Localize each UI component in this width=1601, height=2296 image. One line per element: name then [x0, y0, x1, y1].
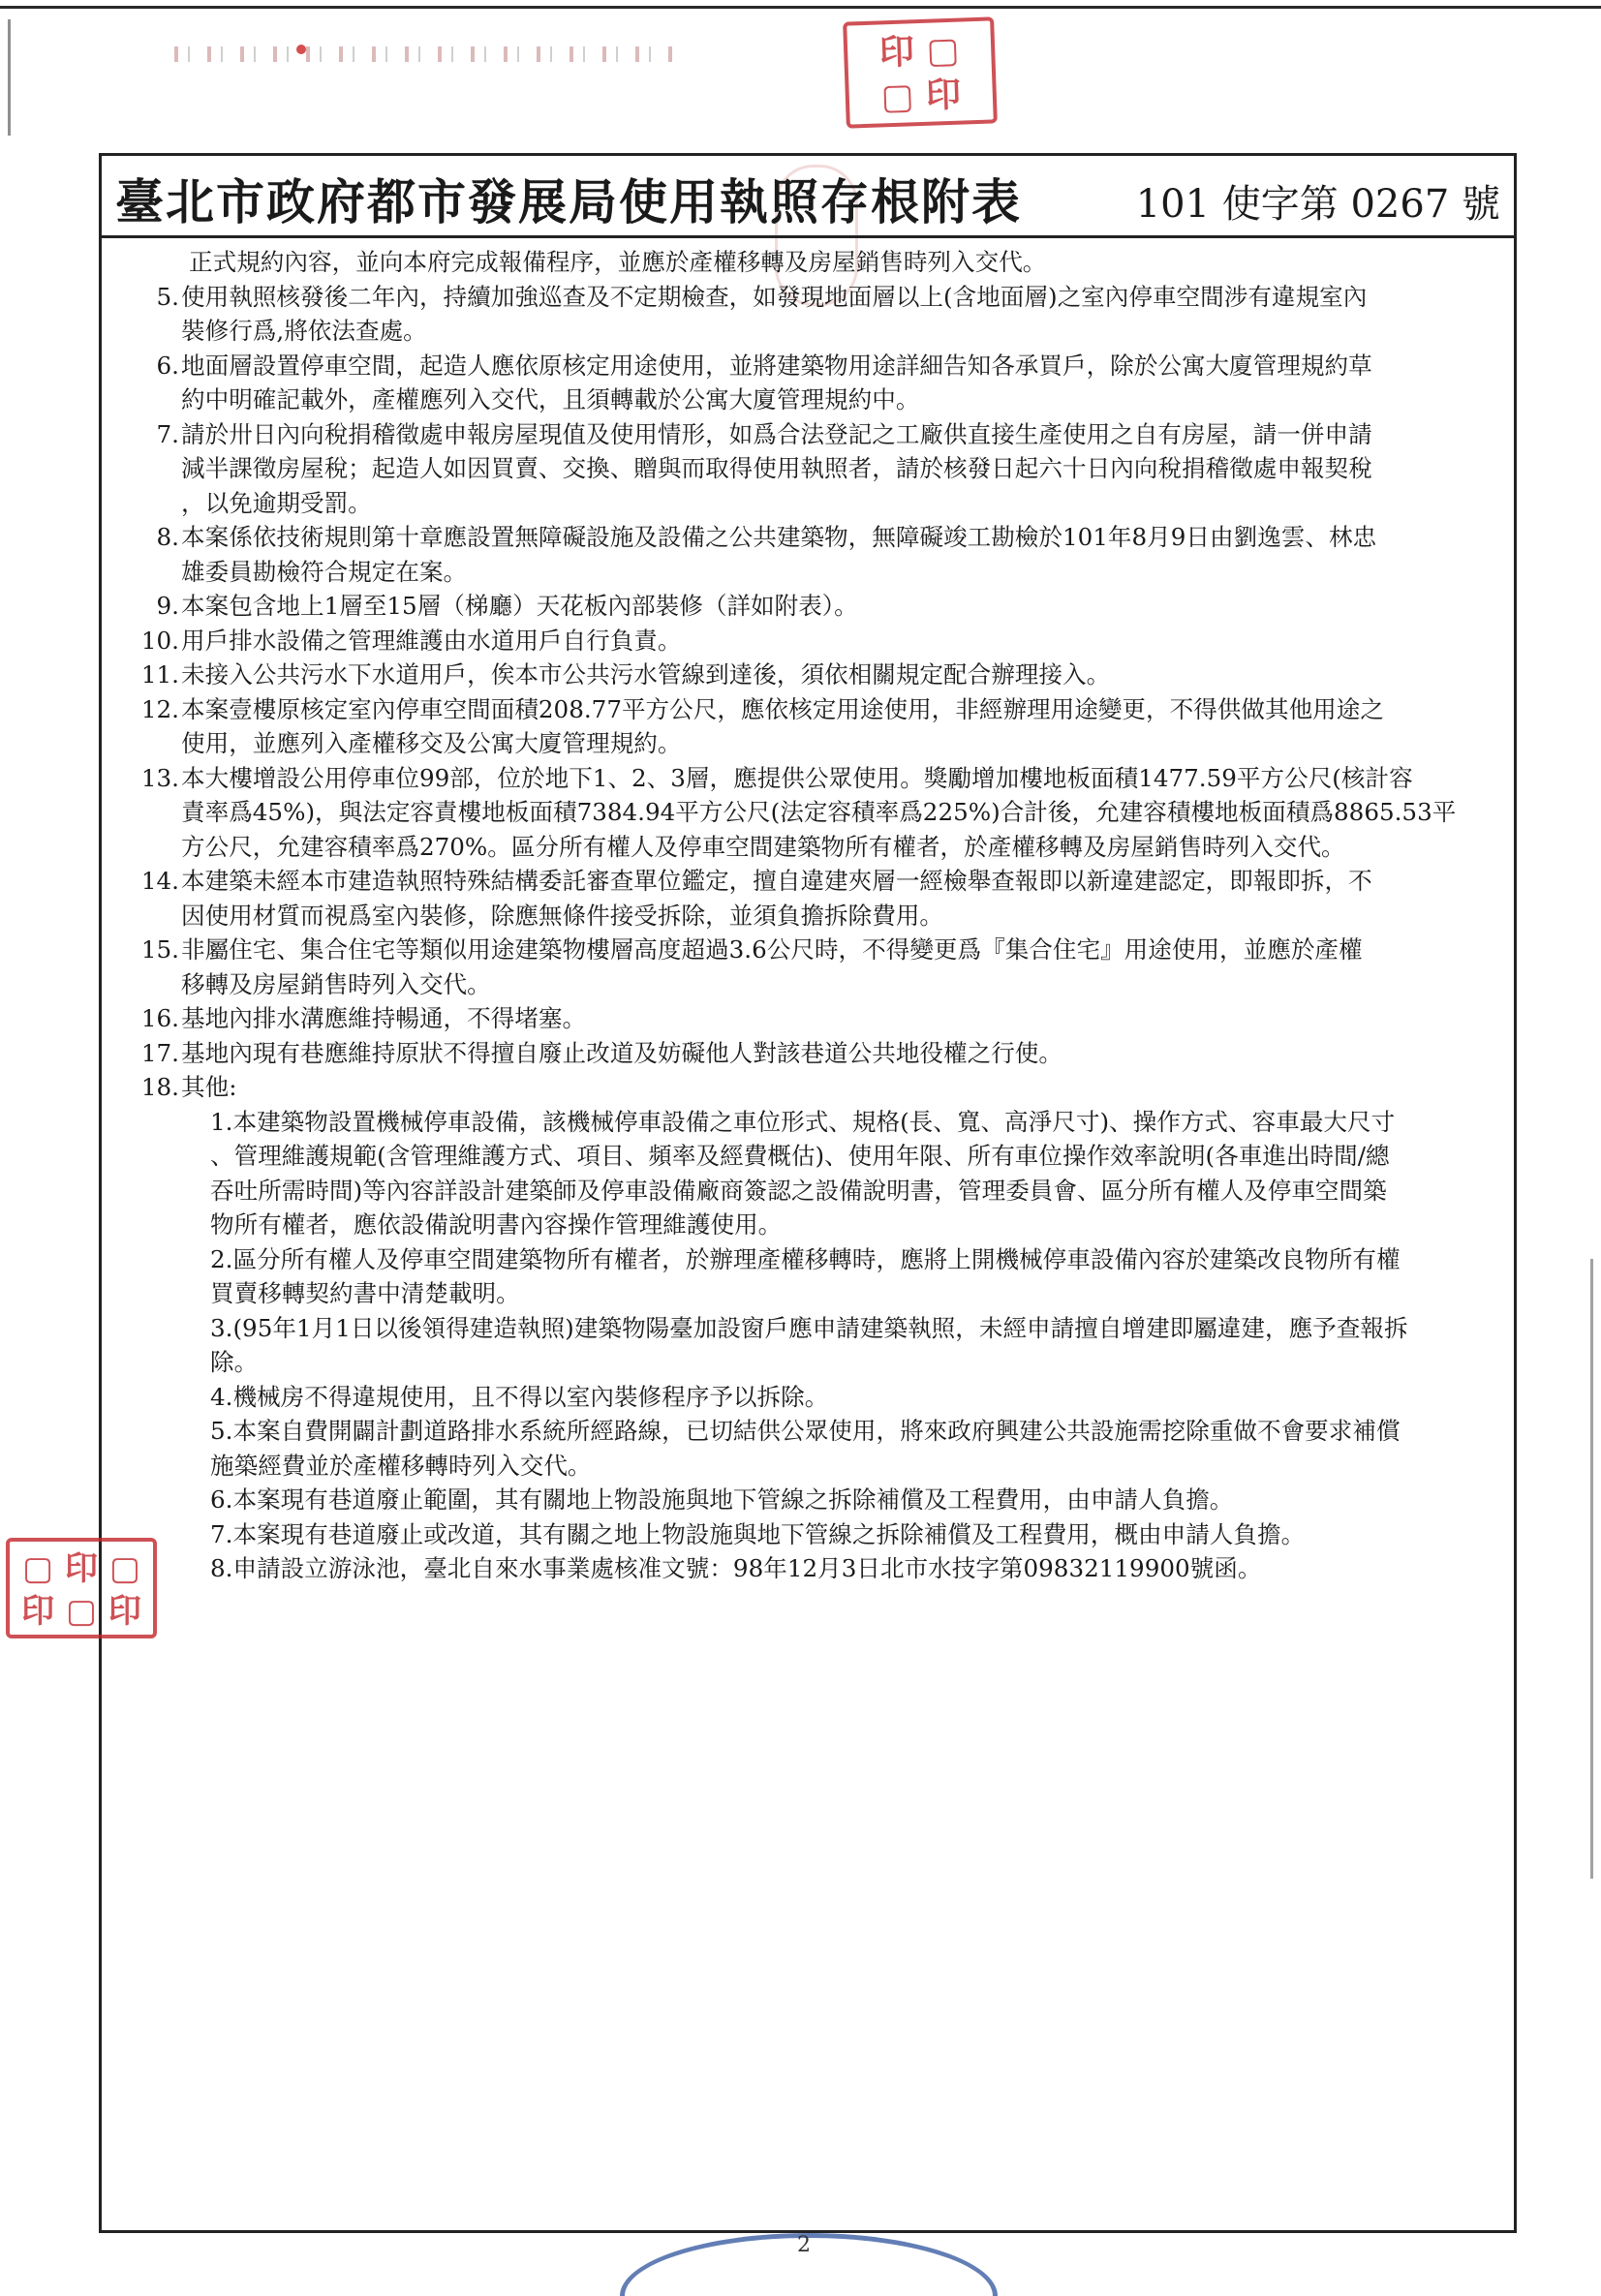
document-title: 臺北市政府都市發展局使用執照存根附表 [115, 173, 1022, 230]
ink-dot [296, 45, 306, 54]
item-number: 7. [156, 419, 179, 448]
item-16: 16. 基地內排水溝應維持暢通，不得堵塞。 [131, 1001, 1506, 1036]
item-number: 15. [140, 935, 179, 964]
item-number: 13. [140, 763, 179, 792]
subitem-6: 6.本案現有巷道廢止範圍，其有關地上物設施與地下管線之拆除補償及工程費用，由申請人負擔。 [210, 1485, 1234, 1514]
subitem-3: 3.(95年1月1日以後領得建造執照)建築物陽臺加設窗戶應申請建築執照，未經申請擅自增建即屬違建，應予查報拆 除。 [210, 1313, 1408, 1376]
scan-top-edge [0, 6, 1601, 9]
scan-noise [174, 46, 678, 62]
item-number: 5. [156, 282, 179, 311]
scan-right-edge [1590, 1259, 1593, 1879]
document-frame [99, 153, 1517, 2233]
item-13: 13. 本大樓增設公用停車位99部，位於地下1、2、3層，應提供公眾使用。獎勵增加樓地板面積1477.59平方公尺(核計容 責率爲45%)，與法定容責樓地板面積7384.94平方公尺(法定容積率爲225%)合計後，允建容積樓地板面積爲8865.53平 方公尺，允建容積率爲270%。區分所有權人及停車空間建築物所有權者，於產權移轉及房屋銷售時列入交代。 [131, 761, 1506, 865]
item-number: 18. [140, 1073, 179, 1101]
item-5: 5. 使用執照核發後二年內，持續加強巡查及不定期檢查，如發現地面層以上(含地面層)之室內停車空間涉有違規室內 裝修行爲,將依法查處。 [131, 280, 1506, 349]
permit-number: 101 使字第 0267 號 [1135, 182, 1500, 227]
page-footer [581, 2233, 1027, 2264]
seal-glyphs-row-2: 印 ▢ 印 [21, 1592, 141, 1631]
item-6: 6. 地面層設置停車空間，起造人應依原核定用途使用，並將建築物用途詳細告知各承買戶，除於公寓大廈管理規約草 約中明確記載外，產權應列入交代，且須轉載於公寓大廈管理規約中。 [131, 349, 1506, 417]
item-14: 14. 本建築未經本市建造執照特殊結構委託審查單位鑑定，擅自違建夾層一經檢舉查報即以新違建認定，即報即拆，不 因使用材質而視爲室內裝修，除應無條件接受拆除，並須負擔拆除費用。 [131, 864, 1506, 933]
item-10: 10. 用戶排水設備之管理維護由水道用戶自行負責。 [131, 624, 1506, 658]
subitem-4: 4.機械房不得違規使用，且不得以室內裝修程序予以拆除。 [210, 1382, 829, 1411]
document-body [131, 245, 1506, 1586]
item-8: 8. 本案係依技術規則第十章應設置無障礙設施及設備之公共建築物，無障礙竣工勘檢於101年8月9日由劉逸雲、林忠 雄委員勘檢符合規定在案。 [131, 520, 1506, 589]
subitem-1: 1.本建築物設置機械停車設備，該機械停車設備之車位形式、規格(長、寬、高淨尺寸)、操作方式、容車最大尺寸 、管理維護規範(含管理維護方式、項目、頻率及經費概估)、使用年限、所有車位操作效率說明(各車進出時間/總 吞吐所需時間)等內容詳設計建築師及停車設備廠商簽認之設備說明書，管理委員會、區分所有權人及停車空間築 物所有權者，應依設備說明書內容操作管理維護使用。 [210, 1107, 1396, 1239]
item-number: 8. [156, 523, 179, 551]
item-number: 14. [140, 867, 179, 895]
subitem-5: 5.本案自費開闢計劃道路排水系統所經路線，已切結供公眾使用，將來政府興建公共設施需挖除重做不會要求補償 施築經費並於產權移轉時列入交代。 [210, 1417, 1401, 1480]
item-number: 11. [140, 660, 179, 689]
subitem-2: 2.區分所有權人及停車空間建築物所有權者，於辦理產權移轉時，應將上開機械停車設備內容於建築改良物所有權 買賣移轉契約書中清楚載明。 [210, 1244, 1401, 1307]
seal-glyphs-row-1: ▢ 印 ▢ [22, 1549, 140, 1588]
page-number: 2 [797, 2233, 811, 2257]
item-7: 7. 請於卅日內向稅捐稽徵處申報房屋現值及使用情形，如爲合法登記之工廠供直接生產使用之自有房屋，請一併申請 減半課徵房屋稅；起造人如因買賣、交換、贈與而取得使用執照者，請於核發日起六十日內向稅捐稽徵處申報契稅 ，以免逾期受罰。 [131, 417, 1506, 521]
item-number: 17. [140, 1038, 179, 1067]
item-9: 9. 本案包含地上1層至15層（梯廳）天花板內部裝修（詳如附表）。 [131, 589, 1506, 624]
subitem-7: 7.本案現有巷道廢止或改道，其有關之地上物設施與地下管線之拆除補償及工程費用，概由申請人負擔。 [210, 1519, 1306, 1548]
item-18: 18. 其他: [131, 1070, 1506, 1105]
subitem-8: 8.申請設立游泳池，臺北自來水事業處核准文號：98年12月3日北市水技字第09832119900號函。 [210, 1554, 1262, 1582]
scan-left-edge [8, 19, 11, 136]
item-number: 10. [140, 626, 179, 655]
seal-glyphs-row-2: ▢ 印 [879, 74, 962, 118]
item-17: 17. 基地內現有巷應維持原狀不得擅自廢止改道及妨礙他人對該巷道公共地役權之行使。 [131, 1036, 1506, 1071]
item-15: 15. 非屬住宅、集合住宅等類似用途建築物樓層高度超過3.6公尺時，不得變更爲『集合住宅』用途使用，並應於產權 移轉及房屋銷售時列入交代。 [131, 933, 1506, 1001]
title-bar [102, 156, 1514, 238]
item-11: 11. 未接入公共污水下水道用戶，俟本市公共污水管線到達後，須依相關規定配合辦理接入。 [131, 658, 1506, 692]
item-number: 16. [140, 1004, 179, 1032]
official-seal-top [843, 16, 998, 128]
item-continuation: 正式規約內容，並向本府完成報備程序，並應於產權移轉及房屋銷售時列入交代。 [189, 248, 1047, 276]
item-12: 12. 本案壹樓原核定室內停車空間面積208.77平方公尺，應依核定用途使用，非經辦理用途變更，不得供做其他用途之 使用，並應列入產權移交及公寓大廈管理規約。 [131, 692, 1506, 761]
item-number: 6. [156, 351, 179, 380]
official-seal-left [6, 1538, 157, 1638]
item-number: 12. [140, 694, 179, 723]
item-number: 9. [156, 592, 179, 620]
seal-glyphs-row-1: 印 ▢ [878, 29, 961, 74]
